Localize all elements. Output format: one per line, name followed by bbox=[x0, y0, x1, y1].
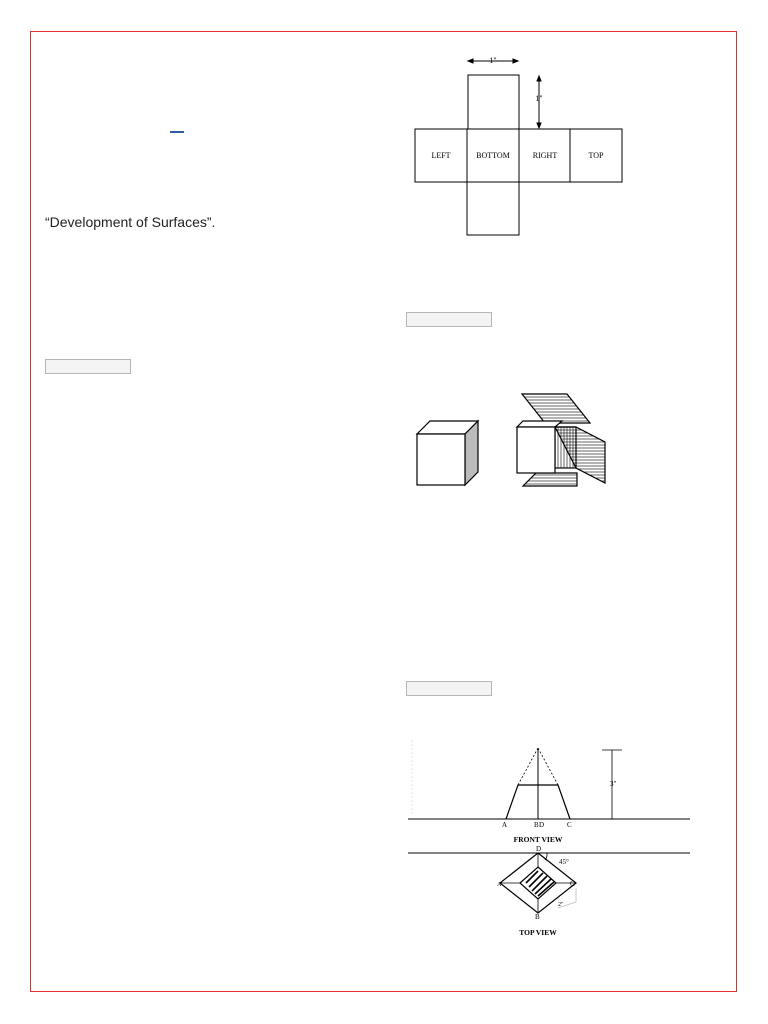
top-label-a: A bbox=[497, 882, 502, 888]
front-label-c: C bbox=[567, 821, 572, 829]
figure-label-placeholder-3 bbox=[406, 681, 492, 696]
front-label-a: A bbox=[502, 821, 508, 829]
net-height-label: 1" bbox=[535, 94, 543, 103]
figure-label-placeholder-1 bbox=[45, 359, 131, 374]
face-label-bottom: BOTTOM bbox=[476, 151, 510, 160]
figure-label-placeholder-2 bbox=[406, 312, 492, 327]
front-view-title: FRONT VIEW bbox=[513, 835, 563, 844]
frustum-views-figure bbox=[400, 740, 700, 950]
face-label-left: LEFT bbox=[431, 151, 451, 160]
link-dash bbox=[170, 131, 184, 133]
angle-label: 45° bbox=[559, 858, 569, 866]
top-label-c: C bbox=[570, 880, 575, 888]
caption-text: “Development of Surfaces”. bbox=[45, 214, 216, 230]
net-width-label: 1" bbox=[489, 56, 497, 65]
side-dimension-label: 2" bbox=[558, 902, 564, 908]
top-view-title: TOP VIEW bbox=[519, 928, 557, 937]
front-label-d: D bbox=[539, 821, 545, 829]
height-dimension-label: 3" bbox=[610, 780, 617, 788]
face-label-top: TOP bbox=[588, 151, 604, 160]
cube-net-figure bbox=[400, 50, 640, 250]
cube-unfolding-figure bbox=[410, 390, 630, 500]
front-label-b: B bbox=[534, 821, 539, 829]
top-label-b: B bbox=[535, 913, 540, 921]
top-label-d: D bbox=[536, 845, 542, 853]
face-label-right: RIGHT bbox=[532, 151, 558, 160]
